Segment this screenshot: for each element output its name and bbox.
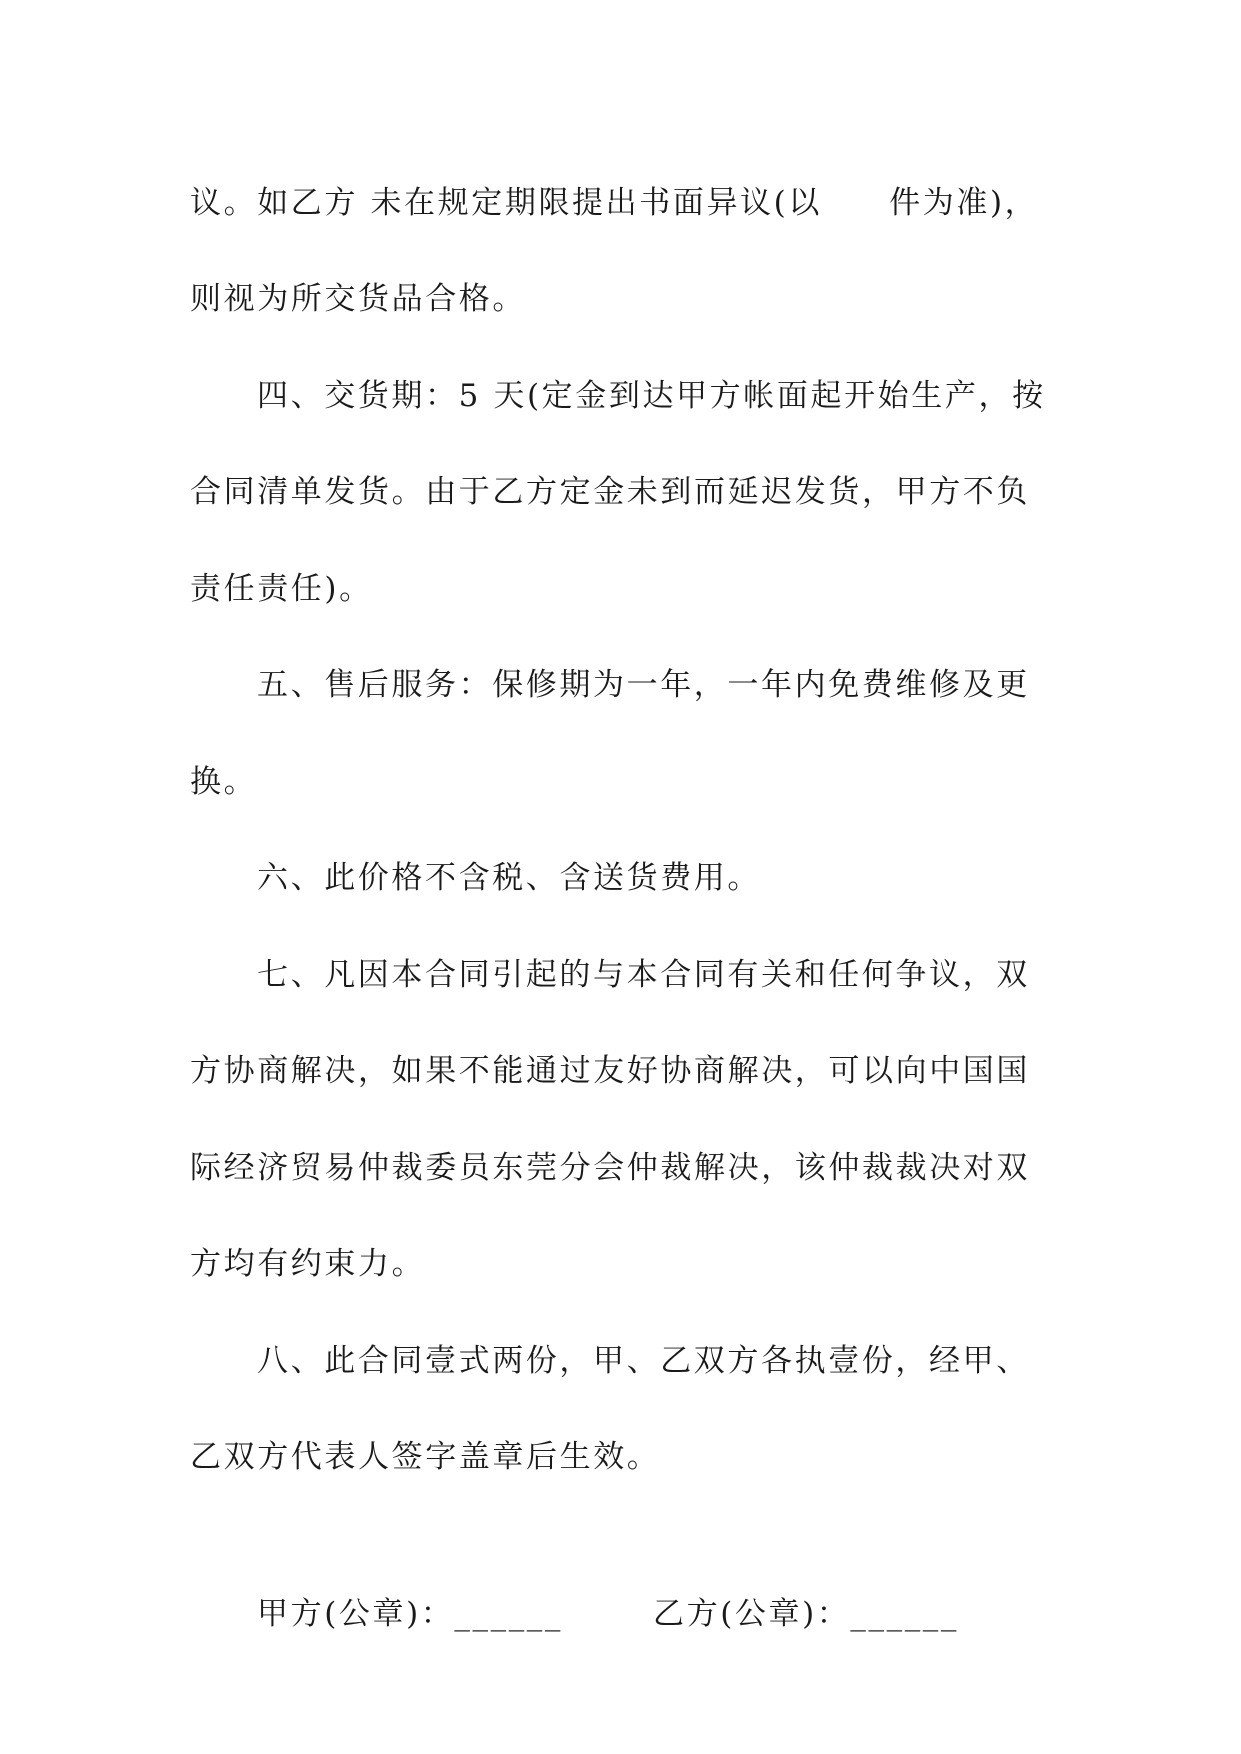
clause-7-line-4: 方均有约束力。 bbox=[190, 1246, 426, 1282]
clause-7-line-2: 方协商解决，如果不能通过友好协商解决，可以向中国国 bbox=[190, 1053, 1030, 1089]
text-line-1: 议。如乙方 未在规定期限提出书面异议(以 件为准)， bbox=[190, 185, 1039, 221]
clause-5-line-1: 五、售后服务：保修期为一年，一年内免费维修及更 bbox=[257, 667, 1030, 703]
clause-5-line-2: 换。 bbox=[190, 764, 258, 800]
party-a-signature: 甲方(公章)：______ bbox=[257, 1596, 563, 1632]
clause-4-line-2: 合同清单发货。由于乙方定金未到而延迟发货，甲方不负 bbox=[190, 474, 1030, 510]
clause-8-line-2: 乙双方代表人签字盖章后生效。 bbox=[190, 1439, 661, 1475]
clause-4-line-3: 责任责任)。 bbox=[190, 571, 373, 607]
clause-7-line-3: 际经济贸易仲裁委员东莞分会仲裁解决，该仲裁裁决对双 bbox=[190, 1150, 1030, 1186]
text-line-2: 则视为所交货品合格。 bbox=[190, 281, 526, 317]
clause-4-line-1: 四、交货期：5 天(定金到达甲方帐面起开始生产，按 bbox=[257, 378, 1046, 414]
clause-6-line-1: 六、此价格不含税、含送货费用。 bbox=[257, 860, 761, 896]
clause-8-line-1: 八、此合同壹式两份，甲、乙双方各执壹份，经甲、 bbox=[257, 1343, 1030, 1379]
party-b-signature: 乙方(公章)：______ bbox=[653, 1596, 959, 1632]
clause-7-line-1: 七、凡因本合同引起的与本合同有关和任何争议，双 bbox=[257, 957, 1030, 993]
